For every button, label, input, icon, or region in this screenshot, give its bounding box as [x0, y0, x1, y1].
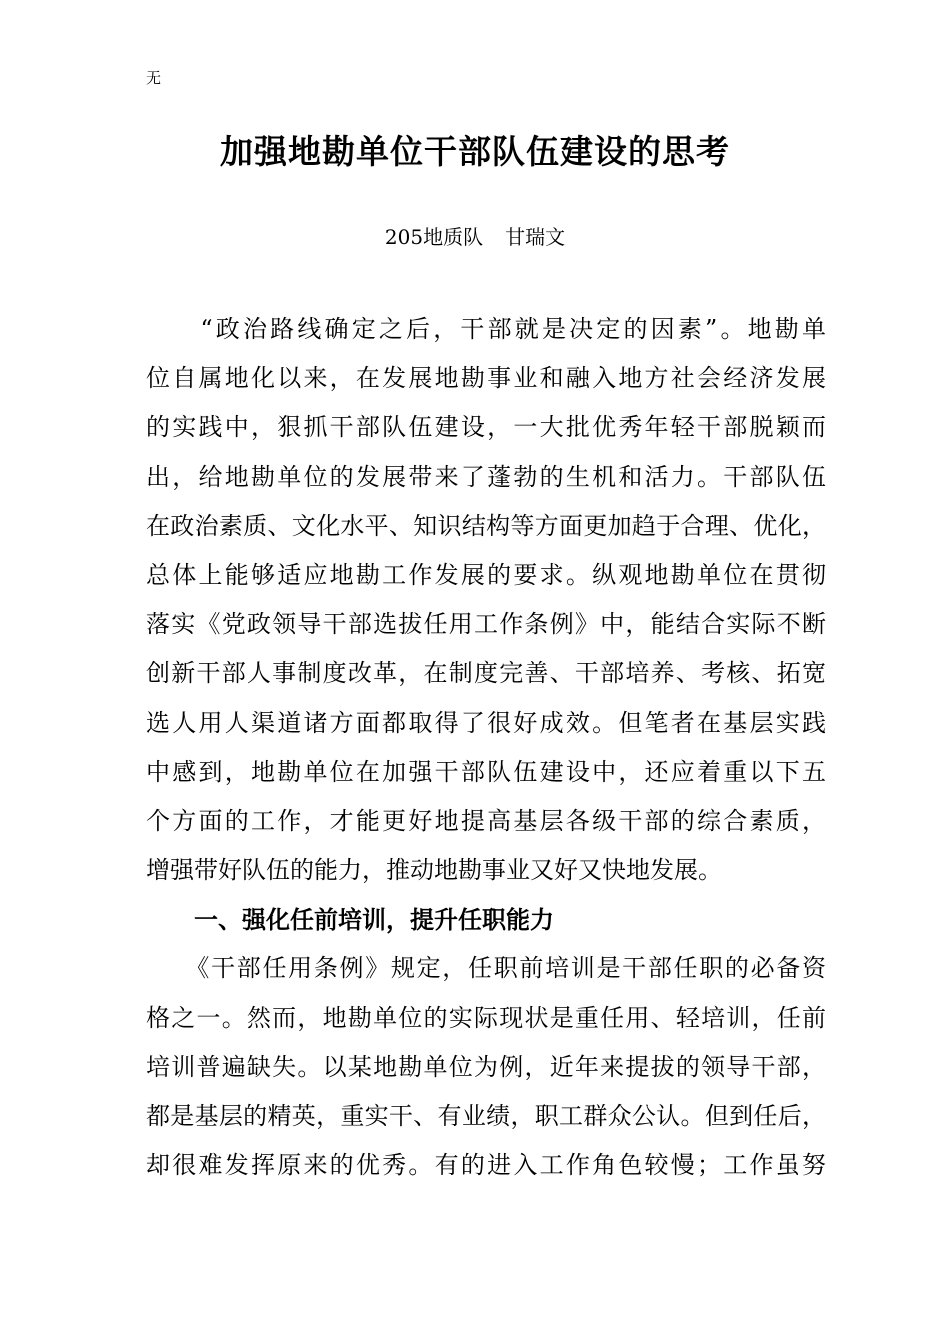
text-line: 《干部任用条例》规定，任职前培训是干部任职的必备资 — [146, 954, 826, 983]
author-unit: 205地质队 — [384, 225, 484, 249]
text-line: 总体上能够适应地勘工作发展的要求。纵观地勘单位在贯彻 — [146, 560, 826, 589]
header-mark: 无 — [146, 69, 162, 87]
text-line: 创新干部人事制度改革，在制度完善、干部培养、考核、拓宽 — [146, 659, 826, 688]
body-text — [146, 305, 826, 1190]
text-line: 中感到，地勘单位在加强干部队伍建设中，还应着重以下五 — [146, 757, 826, 786]
text-line: 培训普遍缺失。以某地勘单位为例，近年来提拔的领导干部， — [146, 1052, 826, 1081]
text-line: 的实践中，狠抓干部队伍建设，一大批优秀年轻干部脱颖而 — [146, 413, 826, 442]
document-title: 加强地勘单位干部队伍建设的思考 — [220, 132, 730, 171]
text-line: 选人用人渠道诸方面都取得了很好成效。但笔者在基层实践 — [146, 708, 826, 737]
author-name: 甘瑞文 — [505, 225, 566, 249]
text-line: 都是基层的精英，重实干、有业绩，职工群众公认。但到任后， — [146, 1102, 826, 1130]
text-line: 出，给地勘单位的发展带来了蓬勃的生机和活力。干部队伍 — [146, 462, 826, 491]
byline — [0, 222, 950, 252]
paragraph-section-1 — [146, 944, 826, 1190]
text-line: 在政治素质、文化水平、知识结构等方面更加趋于合理、优化， — [146, 511, 826, 540]
paragraph-intro — [146, 305, 826, 895]
text-line: 增强带好队伍的能力，推动地勘事业又好又快地发展。 — [146, 856, 722, 885]
text-line: 却很难发挥原来的优秀。有的进入工作角色较慢；工作虽努 — [146, 1151, 826, 1180]
text-line: 位自属地化以来，在发展地勘事业和融入地方社会经济发展 — [146, 364, 826, 393]
text-line: “政治路线确定之后，干部就是决定的因素”。地勘单 — [146, 315, 826, 343]
section-heading: 一、强化任前培训，提升任职能力 — [146, 905, 554, 935]
text-line: 格之一。然而，地勘单位的实际现状是重任用、轻培训，任前 — [146, 1003, 826, 1032]
text-line: 个方面的工作，才能更好地提高基层各级干部的综合素质， — [146, 806, 826, 835]
text-line: 落实《党政领导干部选拔任用工作条例》中，能结合实际不断 — [146, 610, 826, 639]
